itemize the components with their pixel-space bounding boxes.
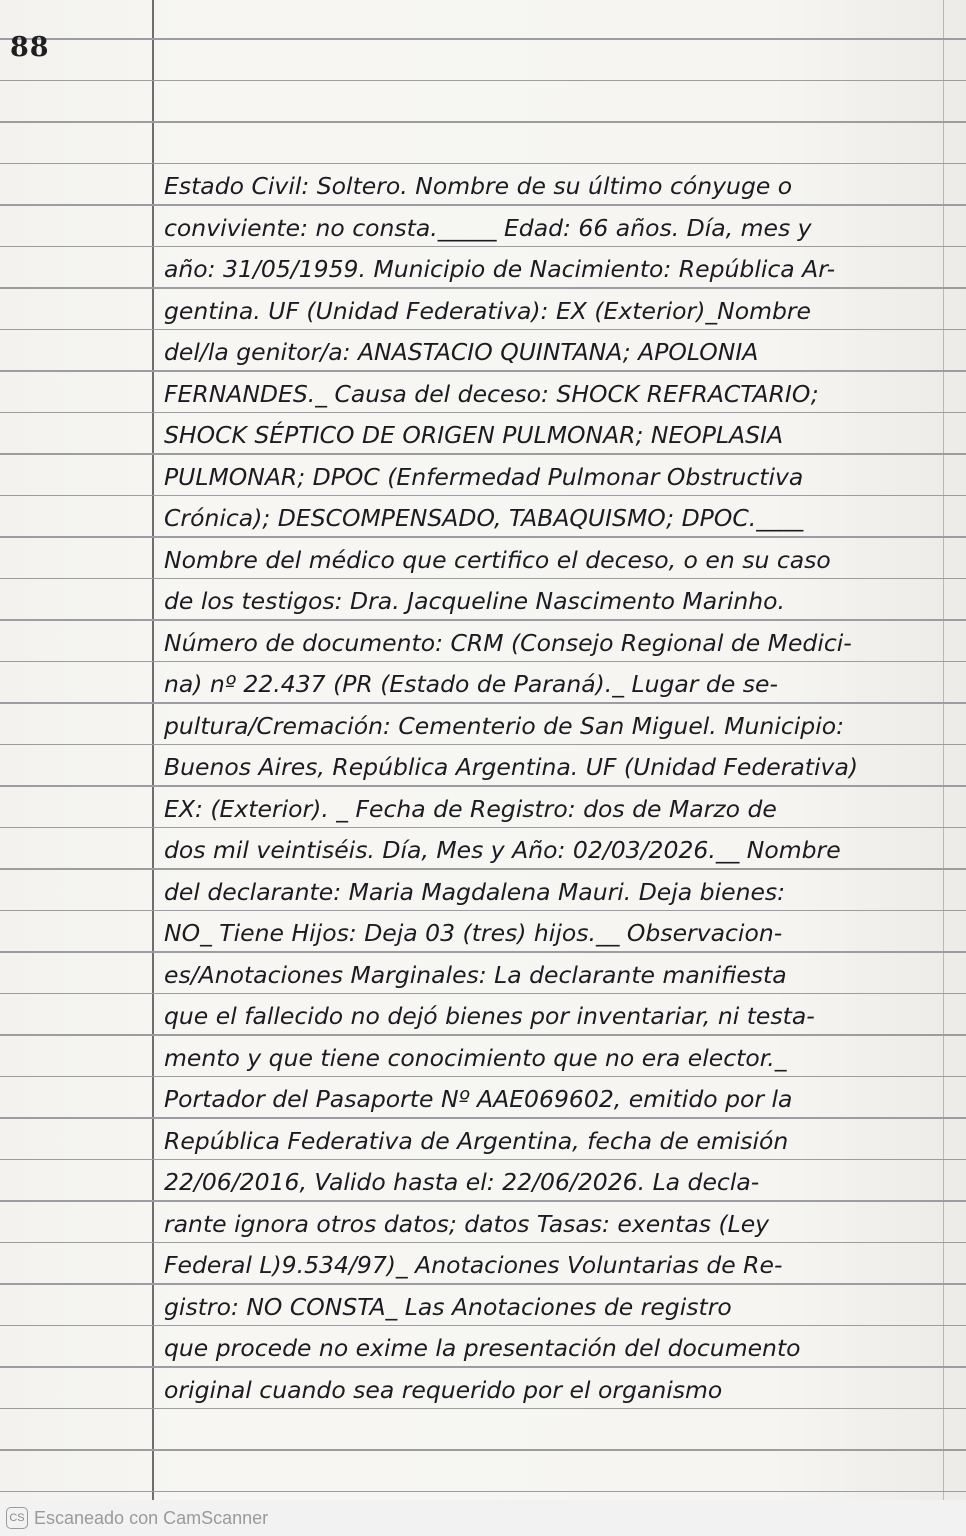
text-line: de los testigos: Dra. Jacqueline Nascimento Marinho.: [164, 587, 786, 615]
text-line: que el fallecido no dejó bienes por inventariar, ni testa-: [164, 1002, 815, 1030]
ruled-line: [0, 1242, 966, 1244]
ruled-line: [0, 868, 966, 870]
ruled-line: [0, 1449, 966, 1451]
ruled-line: [0, 744, 966, 746]
text-line: FERNANDES._ Causa del deceso: SHOCK REFRACTARIO;: [164, 379, 819, 408]
text-line: Estado Civil: Soltero. Nombre de su último cónyuge o: [164, 172, 793, 200]
scanner-watermark: [0, 1500, 966, 1536]
text-line: conviviente: no consta._____ Edad: 66 años. Día, mes y: [164, 213, 812, 242]
ruled-line: [0, 246, 966, 248]
text-line: es/Anotaciones Marginales: La declarante manifiesta: [164, 960, 787, 989]
text-line: EX: (Exterior). _ Fecha de Registro: dos de Marzo de: [164, 794, 777, 823]
watermark-text: Escaneado con CamScanner: [34, 1507, 269, 1528]
ruled-line: [0, 827, 966, 829]
ruled-line: [0, 661, 966, 663]
text-line: NO_ Tiene Hijos: Deja 03 (tres) hijos.__ Observacion-: [164, 919, 783, 947]
text-line: original cuando sea requerido por el organismo: [164, 1375, 723, 1404]
text-line: República Federativa de Argentina, fecha de emisión: [164, 1126, 789, 1155]
text-line: PULMONAR; DPOC (Enfermedad Pulmonar Obstructiva: [164, 462, 804, 491]
ruled-line: [0, 619, 966, 621]
ruled-line: [0, 38, 966, 40]
ruled-line: [0, 370, 966, 372]
page-number: 88: [10, 32, 50, 63]
ruled-line: [0, 785, 966, 787]
ruled-line: [0, 1117, 966, 1119]
ruled-line: [0, 329, 966, 331]
ruled-line: [0, 910, 966, 912]
ruled-line: [0, 163, 966, 165]
ruled-line: [0, 1034, 966, 1036]
text-line: del declarante: Maria Magdalena Mauri. Deja bienes:: [164, 877, 786, 906]
ruled-line: [0, 1200, 966, 1202]
ruled-line: [0, 702, 966, 704]
text-line: mento y que tiene conocimiento que no era elector._: [164, 1043, 787, 1072]
ruled-line: [0, 1325, 966, 1327]
text-line: SHOCK SÉPTICO DE ORIGEN PULMONAR; NEOPLASIA: [164, 421, 784, 449]
ruled-line: [0, 80, 966, 82]
ruled-line: [0, 453, 966, 455]
text-line: que procede no exime la presentación del documento: [164, 1334, 801, 1362]
camscanner-logo-icon: CS: [6, 1507, 28, 1529]
text-line: Portador del Pasaporte Nº AAE069602, emitido por la: [164, 1085, 793, 1113]
ruled-line: [0, 204, 966, 206]
text-line: rante ignora otros datos; datos Tasas: exentas (Ley: [164, 1209, 770, 1238]
ruled-line: [0, 1076, 966, 1078]
text-line: 22/06/2016, Valido hasta el: 22/06/2026. La decla-: [164, 1168, 760, 1196]
ruled-line: [0, 1491, 966, 1493]
text-line: gistro: NO CONSTA_ Las Anotaciones de registro: [164, 1292, 732, 1321]
text-line: Federal L)9.534/97)_ Anotaciones Voluntarias de Re-: [164, 1251, 783, 1279]
ruled-line: [0, 536, 966, 538]
text-line: del/la genitor/a: ANASTACIO QUINTANA; APOLONIA: [164, 338, 759, 366]
margin-line: [152, 0, 154, 1500]
text-line: na) nº 22.437 (PR (Estado de Paraná)._ Lugar de se-: [164, 670, 778, 698]
ruled-line: [0, 951, 966, 953]
text-line: Nombre del médico que certifico el deceso, o en su caso: [164, 545, 831, 574]
ruled-line: [0, 1408, 966, 1410]
page-edge: [943, 0, 944, 1500]
ruled-line: [0, 287, 966, 289]
text-line: Crónica); DESCOMPENSADO, TABAQUISMO; DPOC.____: [164, 504, 804, 532]
text-line: Buenos Aires, República Argentina. UF (Unidad Federativa): [164, 753, 859, 781]
text-line: año: 31/05/1959. Municipio de Nacimiento: República Ar-: [164, 255, 836, 283]
text-line: Número de documento: CRM (Consejo Regional de Medici-: [164, 628, 852, 657]
ruled-line: [0, 1366, 966, 1368]
text-line: pultura/Cremación: Cementerio de San Miguel. Municipio:: [164, 711, 845, 740]
ruled-line: [0, 1159, 966, 1161]
text-line: dos mil veintiséis. Día, Mes y Año: 02/03/2026.__ Nombre: [164, 836, 841, 864]
ruled-line: [0, 121, 966, 123]
ruled-line: [0, 412, 966, 414]
ruled-line: [0, 578, 966, 580]
ruled-line: [0, 993, 966, 995]
ruled-line: [0, 1283, 966, 1285]
text-line: gentina. UF (Unidad Federativa): EX (Exterior)_Nombre: [164, 296, 811, 325]
ruled-line: [0, 495, 966, 497]
